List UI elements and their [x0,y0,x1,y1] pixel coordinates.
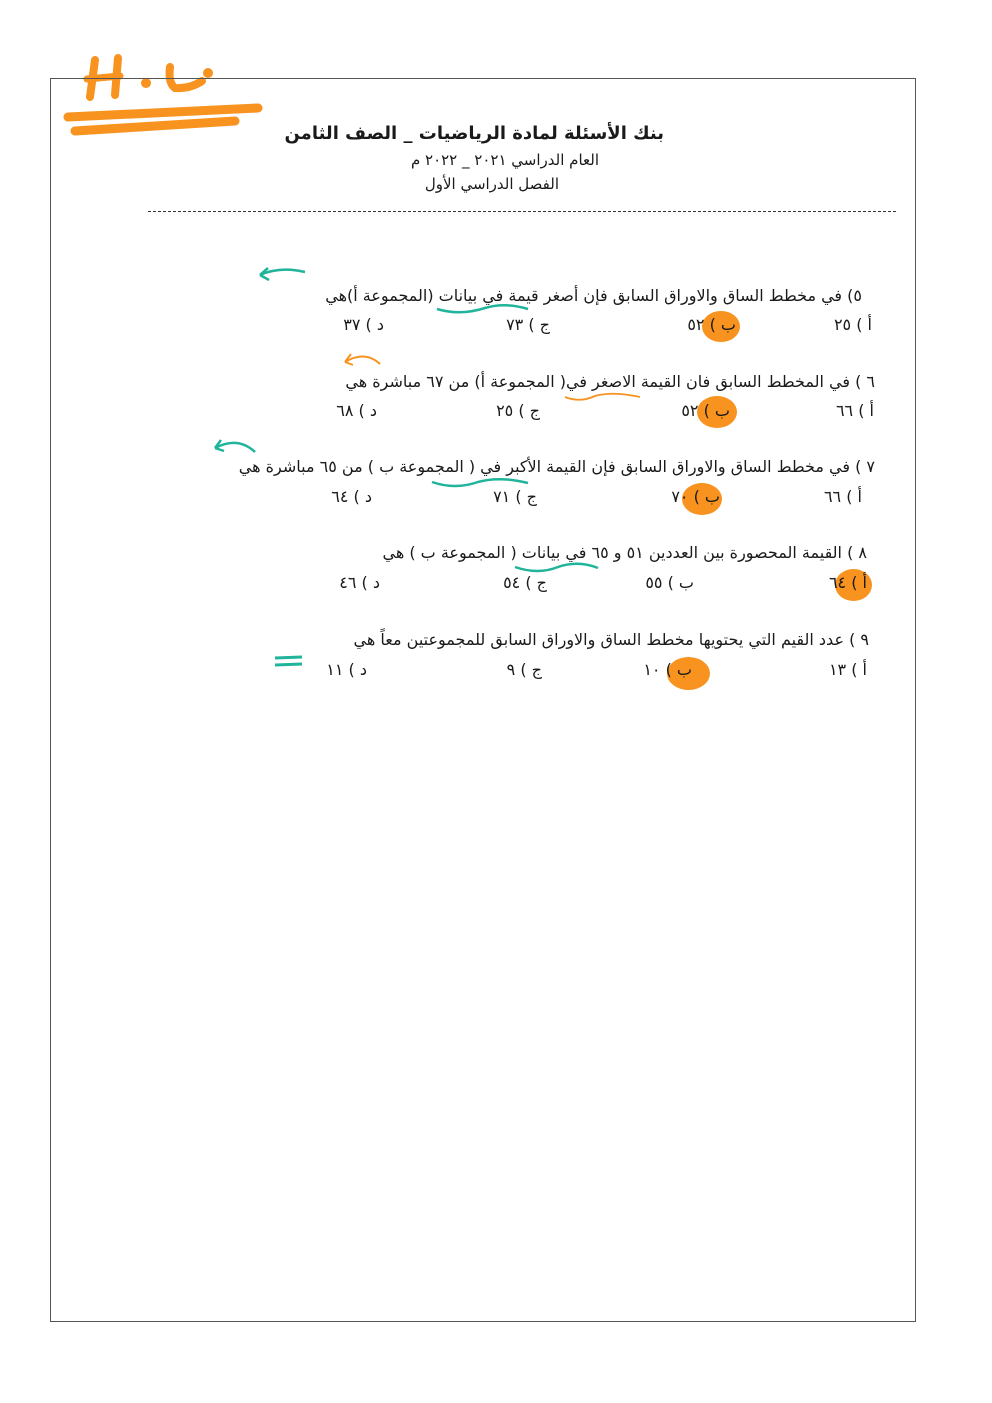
question-6-option-c: ج ) ٢٥ [496,401,540,420]
question-6-option-b: ب ) ٥٢ [681,401,730,420]
question-9-option-c: ج ) ٩ [506,660,542,679]
header-divider [148,211,896,212]
page-frame [50,78,916,1322]
header-title: بنك الأسئلة لمادة الرياضيات _ الصف الثامن [284,123,664,144]
question-9-text: ٩ ) عدد القيم التي يحتويها مخطط الساق والاوراق السابق للمجموعتين معاً هي [353,630,869,649]
question-6-option-d: د ) ٦٨ [336,401,377,420]
question-6-option-a: أ ) ٦٦ [835,401,874,420]
question-9-option-d: د ) ١١ [326,660,367,679]
question-5-text: ٥) في مخطط الساق والاوراق السابق فإن أصغر قيمة في بيانات (المجموعة أ)هي [325,286,862,305]
question-5-option-d: د ) ٣٧ [343,315,384,334]
question-7-option-a: أ ) ٦٦ [823,487,862,506]
question-6-text: ٦ ) في المخطط السابق فان القيمة الاصغر في( المجموعة أ) من ٦٧ مباشرة هي [345,372,875,391]
question-5-option-b: ب ) ٥٢ [687,315,736,334]
question-7-option-d: د ) ٦٤ [331,487,372,506]
question-9-option-a: أ ) ١٣ [828,660,867,679]
question-7-text: ٧ ) في مخطط الساق والاوراق السابق فإن القيمة الأكبر في ( المجموعة ب ) من ٦٥ مباشرة هي [238,457,875,476]
header-term: الفصل الدراسي الأول [424,175,559,193]
question-8-option-b: ب ) ٥٥ [645,573,694,592]
question-8-text: ٨ ) القيمة المحصورة بين العددين ٥١ و ٦٥ في بيانات ( المجموعة ب ) هي [382,543,867,562]
header-year: العام الدراسي ٢٠٢١ _ ٢٠٢٢ م [410,151,599,169]
question-7-option-b: ب ) ٧٠ [671,487,720,506]
question-5-option-c: ج ) ٧٣ [506,315,550,334]
question-8-option-a: أ ) ٦٤ [828,573,867,592]
question-8-option-d: د ) ٤٦ [339,573,380,592]
question-9-option-b: ب ) ١٠ [643,660,692,679]
question-7-option-c: ج ) ٧١ [493,487,537,506]
question-5-option-a: أ ) ٢٥ [833,315,872,334]
question-8-option-c: ج ) ٥٤ [503,573,547,592]
